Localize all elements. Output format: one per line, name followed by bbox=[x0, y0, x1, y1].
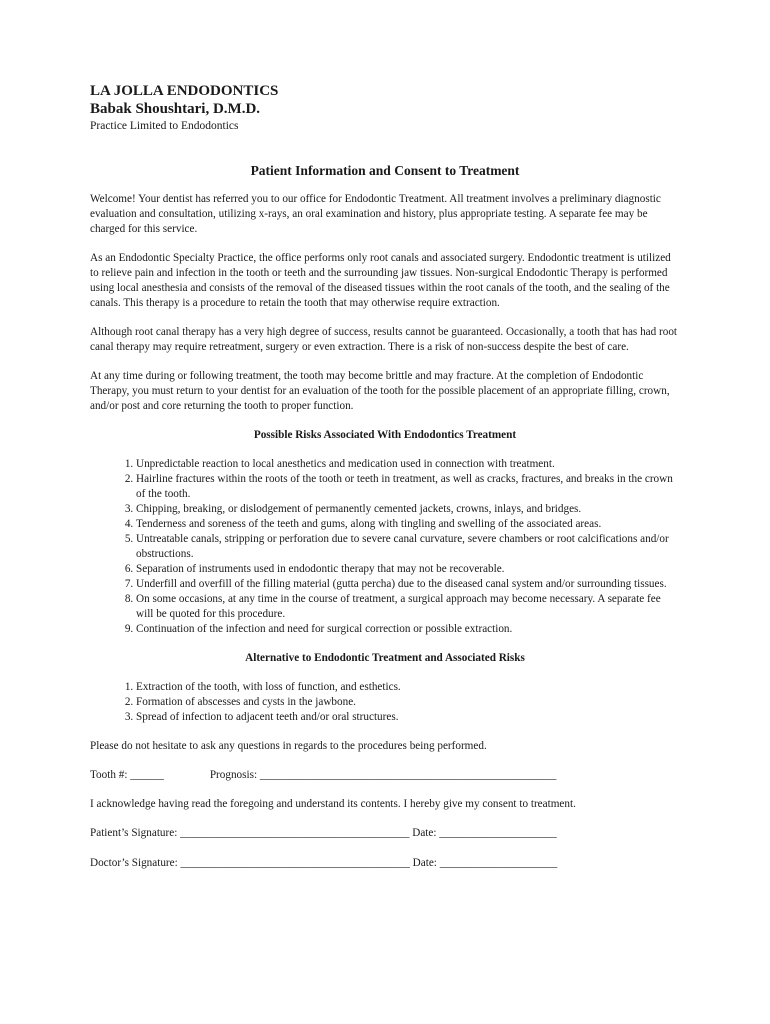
patient-signature-label: Patient’s Signature: bbox=[90, 827, 178, 839]
list-item: 6. Separation of instruments used in endodontic therapy that may not be recoverable. bbox=[136, 562, 680, 577]
paragraph-fracture: At any time during or following treatment, the tooth may become brittle and may fracture. At the completion of Endodontic Therapy, you must return to your dentist for an evaluation of the tooth for the possible placement of an appropriate filling, crown, and/or post and core returning the tooth to proper function. bbox=[90, 370, 670, 412]
tooth-number-field[interactable]: ______ bbox=[130, 769, 164, 781]
risks-heading: Possible Risks Associated With Endodontics Treatment bbox=[253, 429, 517, 441]
practice-name: LA JOLLA ENDODONTICS bbox=[90, 83, 279, 99]
paragraph-specialty: As an Endodontic Specialty Practice, the office performs only root canals and associated surgery. Endodontic treatment is utilized to relieve pain and infection in the tooth or teeth and the surrounding jaw tissues. Non-surgical Endodontic Therapy is performed using local anesthesia and consists of the removal of the diseased tissues within the root canals of the tooth, and the sealing of the canals. This therapy is a procedure to retain the tooth that may otherwise require extraction. bbox=[90, 252, 671, 309]
doctor-signature-label: Doctor’s Signature: bbox=[90, 857, 178, 869]
doctor-signature-row bbox=[90, 856, 680, 871]
doctor-date-field[interactable]: _____________________ bbox=[439, 857, 558, 869]
tooth-label: Tooth #: bbox=[90, 769, 128, 781]
alternatives-heading: Alternative to Endodontic Treatment and Associated Risks bbox=[245, 652, 525, 664]
alternatives-list bbox=[90, 680, 680, 725]
consent-form-page bbox=[90, 82, 680, 886]
acknowledgement-text: I acknowledge having read the foregoing and understand its contents. I hereby give my consent to treatment. bbox=[90, 798, 576, 810]
list-item: 3. Spread of infection to adjacent teeth and/or oral structures. bbox=[136, 710, 680, 725]
list-item: 1. Unpredictable reaction to local anesthetics and medication used in connection with treatment. bbox=[136, 457, 680, 472]
risks-list bbox=[90, 457, 680, 637]
list-item: 7. Underfill and overfill of the filling material (gutta percha) due to the diseased canal system and/or surrounding tissues. bbox=[136, 577, 680, 592]
patient-signature-field[interactable]: _________________________________________ bbox=[180, 827, 410, 839]
list-item: 3. Chipping, breaking, or dislodgement of permanently cemented jackets, crowns, inlays, and bridges. bbox=[136, 502, 680, 517]
patient-signature-row bbox=[90, 826, 680, 841]
questions-note: Please do not hesitate to ask any questions in regards to the procedures being performed. bbox=[90, 740, 487, 752]
tooth-prognosis-row bbox=[90, 768, 680, 783]
patient-date-field[interactable]: _____________________ bbox=[439, 827, 557, 839]
list-item: 4. Tenderness and soreness of the teeth and gums, along with tingling and swelling of the associated areas. bbox=[136, 517, 680, 532]
list-item: 8. On some occasions, at any time in the course of treatment, a surgical approach may become necessary. A separate fee will be quoted for this procedure. bbox=[136, 592, 680, 622]
list-item: 1. Extraction of the tooth, with loss of function, and esthetics. bbox=[136, 680, 680, 695]
list-item: 2. Hairline fractures within the roots of the tooth or teeth in treatment, as well as cracks, fractures, and breaks in the crown of the tooth. bbox=[136, 472, 680, 502]
list-item: 5. Untreatable canals, stripping or perforation due to severe canal curvature, severe chambers or root calcifications and/or obstructions. bbox=[136, 532, 680, 562]
prognosis-label: Prognosis: bbox=[209, 769, 258, 781]
paragraph-success: Although root canal therapy has a very high degree of success, results cannot be guaranteed. Occasionally, a tooth that has had root canal therapy may require retreatment, surgery or even extraction. There is a risk of non-success despite the best of care. bbox=[90, 326, 678, 353]
list-item: 2. Formation of abscesses and cysts in the jawbone. bbox=[136, 695, 680, 710]
paragraph-welcome: Welcome! Your dentist has referred you to our office for Endodontic Treatment. All treatment involves a preliminary diagnostic evaluation and consultation, utilizing x-rays, an oral examination and history, plus appropriate testing. A separate fee may be charged for this service. bbox=[90, 193, 661, 235]
doctor-name: Babak Shoushtari, D.M.D. bbox=[90, 101, 261, 117]
prognosis-field[interactable]: _____________________________________________________ bbox=[259, 769, 557, 781]
doctor-date-label: Date: bbox=[412, 857, 437, 869]
form-title: Patient Information and Consent to Treatment bbox=[250, 163, 520, 178]
list-item: 9. Continuation of the infection and need for surgical correction or possible extraction. bbox=[136, 622, 680, 637]
practice-limit: Practice Limited to Endodontics bbox=[90, 120, 239, 132]
patient-date-label: Date: bbox=[412, 827, 437, 839]
doctor-signature-field[interactable]: _________________________________________ bbox=[180, 857, 410, 869]
